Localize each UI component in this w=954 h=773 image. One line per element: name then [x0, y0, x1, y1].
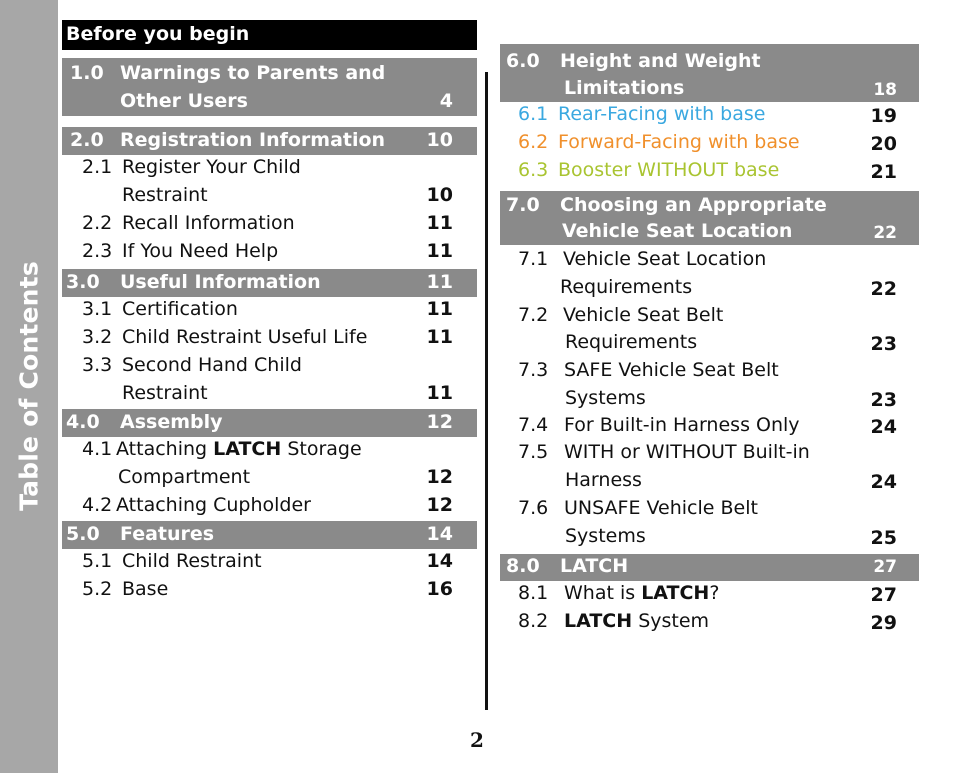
entry-page: 25	[870, 527, 897, 549]
section-title: Features	[120, 523, 215, 545]
entry-page: 24	[870, 416, 897, 438]
entry-number: 2.3	[82, 240, 113, 262]
toc-section-8[interactable]	[500, 554, 919, 581]
toc-left-column	[62, 20, 477, 605]
entry-number: 3.1	[82, 298, 113, 320]
entry-title-line1: Second Hand Child	[122, 354, 302, 376]
entry-page: 22	[870, 278, 897, 300]
entry-page: 27	[870, 584, 897, 606]
entry-title-line1: Vehicle Seat Location	[563, 248, 767, 270]
entry-number: 8.1	[518, 582, 549, 604]
sidebar-strip	[0, 0, 58, 773]
entry-title: If You Need Help	[122, 240, 279, 262]
sidebar-title: Table of Contents	[14, 261, 44, 511]
entry-title-line2: Restraint	[122, 184, 208, 206]
toc-entry-5-1[interactable]	[62, 549, 477, 577]
toc-entry-6-2[interactable]	[500, 130, 919, 158]
entry-page: 12	[426, 494, 453, 516]
section-title-line1: Height and Weight	[560, 50, 761, 72]
entry-title: For Built-in Harness Only	[564, 414, 800, 436]
section-number: 1.0	[70, 62, 104, 84]
toc-entry-2-2[interactable]	[62, 211, 477, 239]
toc-entry-6-1[interactable]	[500, 102, 919, 130]
toc-section-4[interactable]	[62, 409, 477, 437]
entry-number: 2.1	[82, 156, 113, 178]
entry-page: 20	[870, 133, 897, 155]
toc-entry-7-2[interactable]	[500, 301, 919, 356]
entry-title: Attaching Cupholder	[116, 494, 311, 516]
toc-entry-2-1[interactable]	[62, 155, 477, 211]
entry-title: Forward-Facing with base	[558, 131, 800, 153]
entry-number: 3.3	[82, 354, 113, 376]
toc-entry-6-3[interactable]	[500, 158, 919, 186]
entry-number: 6.3	[518, 159, 549, 181]
toc-entry-7-5[interactable]	[500, 440, 919, 496]
entry-number: 3.2	[82, 326, 113, 348]
toc-section-6[interactable]	[500, 44, 919, 102]
entry-page: 11	[426, 298, 453, 320]
entry-number: 5.2	[82, 578, 113, 600]
section-page: 4	[439, 90, 453, 112]
entry-title-line1: Register Your Child	[122, 156, 301, 178]
entry-number: 2.2	[82, 212, 113, 234]
entry-title-line2: Restraint	[122, 382, 208, 404]
section-number: 4.0	[66, 411, 100, 433]
entry-title-line1: SAFE Vehicle Seat Belt	[564, 359, 779, 381]
entry-title: Base	[122, 578, 169, 600]
toc-entry-7-6[interactable]	[500, 496, 919, 554]
toc-entry-7-3[interactable]	[500, 356, 919, 412]
section-page: 27	[873, 557, 897, 577]
entry-page: 21	[870, 161, 897, 183]
entry-page: 29	[870, 612, 897, 634]
entry-page: 10	[426, 184, 453, 206]
entry-title-line2: Systems	[565, 387, 646, 409]
toc-section-1[interactable]	[62, 58, 477, 116]
section-number: 2.0	[70, 129, 104, 151]
section-title-line2: Vehicle Seat Location	[562, 220, 793, 242]
section-title: Assembly	[120, 411, 223, 433]
entry-title-line2: Requirements	[560, 276, 693, 298]
entry-page: 12	[426, 466, 453, 488]
entry-page: 24	[870, 471, 897, 493]
entry-title-line2: Harness	[565, 469, 642, 491]
entry-number: 6.2	[518, 131, 549, 153]
entry-number: 7.5	[518, 441, 549, 463]
toc-entry-7-4[interactable]	[500, 412, 919, 440]
entry-number: 5.1	[82, 550, 113, 572]
toc-entry-2-3[interactable]	[62, 239, 477, 267]
toc-entry-8-1[interactable]	[500, 581, 919, 609]
section-number: 3.0	[66, 271, 100, 293]
toc-entry-3-1[interactable]	[62, 297, 477, 325]
section-title: LATCH	[560, 555, 629, 577]
section-number: 7.0	[506, 194, 540, 216]
entry-number: 7.4	[518, 414, 549, 436]
entry-title: Recall Information	[122, 212, 295, 234]
entry-title: Child Restraint Useful Life	[122, 326, 368, 348]
entry-title-line2: Compartment	[118, 466, 251, 488]
toc-entry-7-1[interactable]	[500, 245, 919, 301]
entry-page: 23	[870, 333, 897, 355]
section-title-line2: Other Users	[120, 90, 248, 112]
entry-page: 11	[426, 212, 453, 234]
entry-page: 11	[426, 240, 453, 262]
toc-entry-3-2[interactable]	[62, 325, 477, 353]
section-page: 18	[873, 80, 897, 100]
section-title: Useful Information	[120, 271, 321, 293]
section-page: 12	[426, 411, 453, 433]
entry-number: 6.1	[518, 103, 549, 125]
entry-title: Booster WITHOUT base	[558, 159, 780, 181]
entry-title-line2: Systems	[565, 525, 646, 547]
entry-title: Certification	[122, 298, 238, 320]
entry-title: What is LATCH?	[564, 582, 720, 604]
entry-title: LATCH System	[564, 610, 710, 632]
entry-number: 8.2	[518, 610, 549, 632]
section-page: 11	[426, 271, 453, 293]
toc-entry-4-2[interactable]	[62, 493, 477, 521]
section-number: 6.0	[506, 50, 540, 72]
section-page: 10	[426, 129, 453, 151]
entry-title-line1: UNSAFE Vehicle Belt	[564, 497, 758, 519]
entry-number: 7.1	[518, 248, 549, 270]
page-number: 2	[470, 728, 484, 752]
toc-entry-3-3[interactable]	[62, 353, 477, 409]
toc-entry-8-2[interactable]	[500, 609, 919, 637]
entry-title: Child Restraint	[122, 550, 262, 572]
section-page: 22	[873, 223, 897, 243]
entry-number: 7.6	[518, 497, 549, 519]
section-title-line1: Choosing an Appropriate	[560, 194, 827, 216]
section-title-line2: Limitations	[564, 77, 685, 99]
toc-section-2[interactable]	[62, 127, 477, 155]
toc-right-column	[500, 44, 919, 637]
entry-number: 4.2	[82, 494, 113, 516]
toc-section-7[interactable]	[500, 191, 919, 245]
column-divider	[485, 72, 488, 710]
entry-page: 14	[426, 550, 453, 572]
entry-number: 4.1	[82, 438, 113, 460]
entry-title-line2: Requirements	[565, 331, 698, 353]
before-you-begin-header: Before you begin	[62, 20, 477, 50]
entry-page: 19	[870, 105, 897, 127]
entry-title-line1: WITH or WITHOUT Built-in	[564, 441, 810, 463]
entry-page: 11	[426, 326, 453, 348]
entry-title: Rear-Facing with base	[558, 103, 766, 125]
toc-entry-5-2[interactable]	[62, 577, 477, 605]
entry-title-line1: Attaching LATCH Storage	[116, 438, 362, 460]
section-number: 5.0	[66, 523, 100, 545]
toc-section-5[interactable]	[62, 521, 477, 549]
entry-page: 16	[426, 578, 453, 600]
section-number: 8.0	[506, 555, 540, 577]
toc-section-3[interactable]	[62, 269, 477, 297]
section-title: Registration Information	[120, 129, 386, 151]
section-page: 14	[426, 523, 453, 545]
entry-number: 7.3	[518, 359, 549, 381]
section-title-line1: Warnings to Parents and	[120, 62, 386, 84]
toc-entry-4-1[interactable]	[62, 437, 477, 493]
entry-number: 7.2	[518, 304, 549, 326]
entry-page: 11	[426, 382, 453, 404]
entry-page: 23	[870, 389, 897, 411]
entry-title-line1: Vehicle Seat Belt	[563, 304, 724, 326]
